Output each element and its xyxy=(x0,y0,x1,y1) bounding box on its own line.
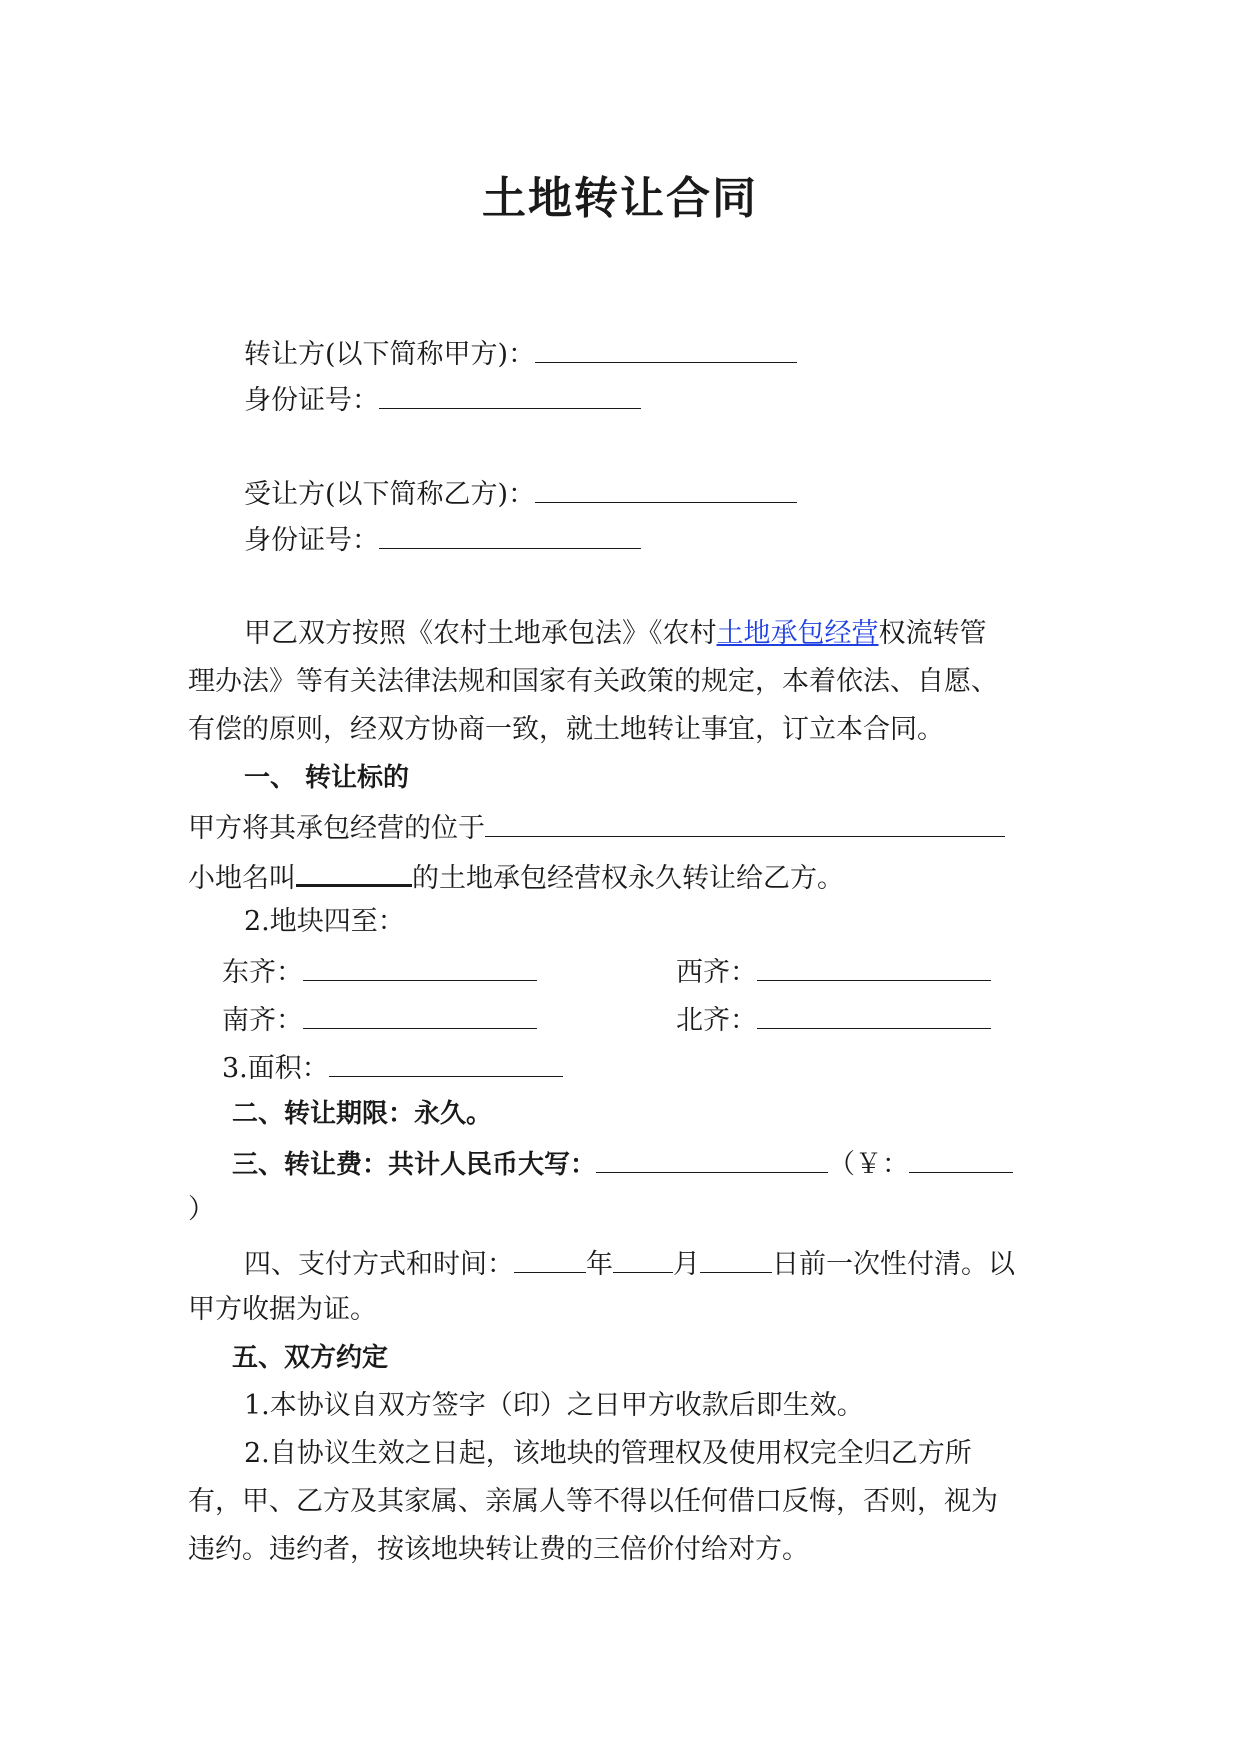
section2-heading: 二、转让期限：永久。 xyxy=(232,1099,493,1129)
intro-text: 甲乙双方按照《农村土地承包法》《农村 xyxy=(244,618,717,649)
month-label: 月 xyxy=(673,1249,700,1280)
west-boundary-line xyxy=(676,950,991,993)
place-name-label: 小地名叫 xyxy=(188,863,296,894)
location-line xyxy=(188,806,1005,849)
transferee-name-field[interactable] xyxy=(535,472,797,503)
fee-line xyxy=(232,1142,1013,1185)
fee-close-paren: ） xyxy=(188,1194,215,1225)
east-label: 东齐： xyxy=(222,957,303,988)
payment-month-field[interactable] xyxy=(613,1242,673,1273)
document-title: 土地转让合同 xyxy=(482,173,758,224)
fee-amount-field[interactable] xyxy=(909,1142,1013,1173)
south-label: 南齐： xyxy=(222,1005,303,1036)
transferee-id-line xyxy=(244,518,641,561)
place-name-text: 的土地承包经营权永久转让给乙方。 xyxy=(412,863,844,894)
east-boundary-field[interactable] xyxy=(303,950,537,981)
south-boundary-line xyxy=(222,998,537,1041)
section1-heading: 一、 转让标的 xyxy=(244,763,410,793)
intro-line-1 xyxy=(244,614,987,654)
payment-year-field[interactable] xyxy=(514,1242,586,1273)
transferor-id-line xyxy=(244,378,641,421)
payment-line xyxy=(244,1242,1015,1285)
section3-heading: 三、转让费：共计人民币大写： xyxy=(232,1150,597,1180)
transferor-id-field[interactable] xyxy=(379,378,641,409)
area-line xyxy=(222,1046,563,1089)
intro-line-3: 有偿的原则，经双方协商一致，就土地转让事宜，订立本合同。 xyxy=(188,714,944,745)
north-boundary-field[interactable] xyxy=(757,998,991,1029)
transferee-id-label: 身份证号： xyxy=(244,525,379,556)
transferor-id-label: 身份证号： xyxy=(244,385,379,416)
agreement-item-2-line-2: 有，甲、乙方及其家属、亲属人等不得以任何借口反悔，否则，视为 xyxy=(188,1486,998,1517)
agreement-item-2-line-1: 2.自协议生效之日起，该地块的管理权及使用权完全归乙方所 xyxy=(244,1438,972,1469)
year-label: 年 xyxy=(586,1249,613,1280)
transferor-line xyxy=(244,332,797,375)
transferee-id-field[interactable] xyxy=(379,518,641,549)
payment-line-2: 甲方收据为证。 xyxy=(188,1294,377,1325)
fee-uppercase-field[interactable] xyxy=(596,1142,828,1173)
location-field[interactable] xyxy=(485,806,1005,837)
intro-text: 权流转管 xyxy=(878,618,987,649)
section5-heading: 五、双方约定 xyxy=(232,1343,389,1373)
boundaries-label: 2.地块四至： xyxy=(244,906,405,937)
north-label: 北齐： xyxy=(676,1005,757,1036)
payment-day-text: 日前一次性付清。以 xyxy=(772,1249,1015,1280)
transferor-name-field[interactable] xyxy=(535,332,797,363)
place-name-line xyxy=(188,854,844,899)
yuan-label: （￥： xyxy=(828,1149,910,1180)
land-contract-link[interactable]: 土地承包经营 xyxy=(716,618,879,649)
transferee-line xyxy=(244,472,797,515)
payment-label: 四、支付方式和时间： xyxy=(244,1249,514,1280)
area-label: 3.面积： xyxy=(222,1053,329,1084)
south-boundary-field[interactable] xyxy=(303,998,537,1029)
place-name-field[interactable] xyxy=(296,854,412,887)
agreement-item-2-line-3: 违约。违约者，按该地块转让费的三倍价付给对方。 xyxy=(188,1534,809,1565)
west-boundary-field[interactable] xyxy=(757,950,991,981)
intro-line-2: 理办法》等有关法律法规和国家有关政策的规定，本着依法、自愿、 xyxy=(188,666,998,697)
agreement-item-1: 1.本协议自双方签字（印）之日甲方收款后即生效。 xyxy=(244,1390,864,1421)
area-field[interactable] xyxy=(329,1046,563,1077)
transferee-label: 受让方(以下简称乙方)： xyxy=(244,479,536,510)
east-boundary-line xyxy=(222,950,537,993)
transferor-label: 转让方(以下简称甲方)： xyxy=(244,339,536,370)
north-boundary-line xyxy=(676,998,991,1041)
west-label: 西齐： xyxy=(676,957,757,988)
payment-day-field[interactable] xyxy=(700,1242,772,1273)
location-label: 甲方将其承包经营的位于 xyxy=(188,813,485,844)
